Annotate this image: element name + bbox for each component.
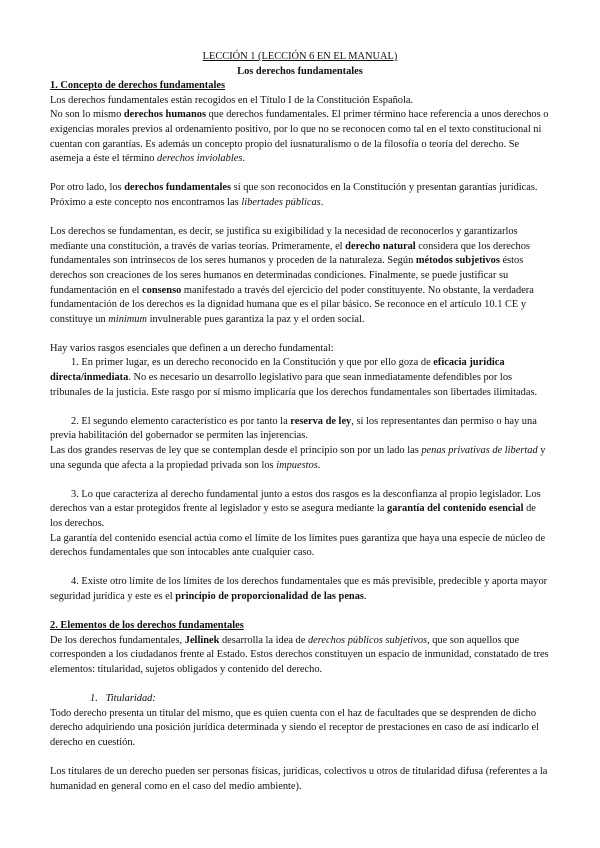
paragraph: La garantía del contenido esencial actúa como el límite de los límites pues garantiza que haya una especie de núcleo de derechos fundamentales que son intocables ante cualquier caso.	[50, 532, 546, 559]
page-title: LECCIÓN 1 (LECCIÓN 6 EN EL MANUAL)	[202, 51, 398, 62]
paragraph: Los derechos fundamentales están recogidos en el Título I de la Constitución Española. No son lo mismo derechos humanos que derechos fundamentales. El primer término hace referencia a unos derechos o exigencias morales previos al ordenamiento positivo, por lo que no se reconocen como tal en el texto constitucional ni cuentan con garantías. Es además un concepto propio del iusnaturalismo o de la filosofía o teoría del derecho. Se asemeja a éste el término derechos inviolables.	[50, 94, 549, 165]
list-item: 3. Lo que caracteriza al derecho fundamental junto a estos dos rasgos es la desconfianza al propio legislador. Los derechos van a estar protegidos frente al legislador y esto se asegura mediante la garantía del contenido esencial de los derechos.	[50, 488, 541, 529]
paragraph: Por otro lado, los derechos fundamentales sí que son reconocidos en la Constitución y presentan garantías jurídicas. Próximo a este concepto nos encontramos las libertades públicas.	[50, 182, 538, 208]
paragraph: Los titulares de un derecho pueden ser personas físicas, jurídicas, colectivos u otros de titularidad difusa (referentes a la humanidad en general como en el caso del medio ambiente).	[50, 766, 548, 792]
paragraph: Todo derecho presenta un titular del mismo, que es quien cuenta con el haz de facultades que se desprenden de dicho derecho adquiriendo una posición jurídica determinada y siendo el receptor de prestaciones en caso de así indicarlo el derecho en cuestión.	[50, 707, 540, 748]
section-2-heading: 2. Elementos de los derechos fundamentales	[50, 620, 244, 632]
page-subtitle: Los derechos fundamentales	[237, 65, 363, 77]
paragraph: De los derechos fundamentales, Jellinek desarrolla la idea de derechos públicos subjetivos, que son aquellos que corresponden a los ciudadanos frente al Estado. Estos derechos constituyen un espacio de inmunidad, constatado de tres elementos: titularidad, sujetos obligados y contenido del derecho.	[50, 634, 549, 675]
paragraph: Los derechos se fundamentan, es decir, se justifica su exigibilidad y la necesidad de reconocerlos y garantizarlos mediante una constitución, a través de varias teorías. Primeramente, el derecho natural considera que los derechos fundamentales son intrínsecos de los seres humanos y proceden de la naturaleza. Según métodos subjetivos éstos derechos son creaciones de los seres humanos en determinadas condiciones. Finalmente, se puede justificar su fundamentación en el consenso manifestado a través del ejercicio del poder constituyente. No obstante, la verdadera fundamentación de los derechos es la dignidad humana que es el pilar básico. Se reconoce en el artículo 10.1 CE y constituye un minimum invulnerable pues garantiza la paz y el orden social.	[50, 226, 534, 325]
list-item: 4. Existe otro límite de los límites de los derechos fundamentales que es más previsible, predecible y aporta mayor seguridad jurídica y este es el principio de proporcionalidad de las penas.	[50, 576, 548, 602]
paragraph: Hay varios rasgos esenciales que definen a un derecho fundamental:	[50, 342, 334, 354]
sub-heading: 1. Titularidad:	[90, 693, 156, 705]
section-1-heading: 1. Concepto de derechos fundamentales	[50, 80, 226, 92]
paragraph: Las dos grandes reservas de ley que se contemplan desde el principio son por un lado las penas privativas de libertad y una segunda que afecta a la propiedad privada son los impuestos.	[50, 445, 546, 471]
list-item: 1. En primer lugar, es un derecho reconocido en la Constitución y que por ello goza de eficacia jurídica directa/inmediata. No es necesario un desarrollo legislativo para que sean inmediatamente defendibles por los tribunales de la justicia. Este rasgo por sí mismo implicaría que los derechos fundamentales son libertades ilimitadas.	[50, 357, 538, 398]
list-item: 2. El segundo elemento característico es por tanto la reserva de ley, si los representantes dan permiso o hay una previa habilitación del gobernador se permiten las injerencias.	[50, 415, 537, 442]
